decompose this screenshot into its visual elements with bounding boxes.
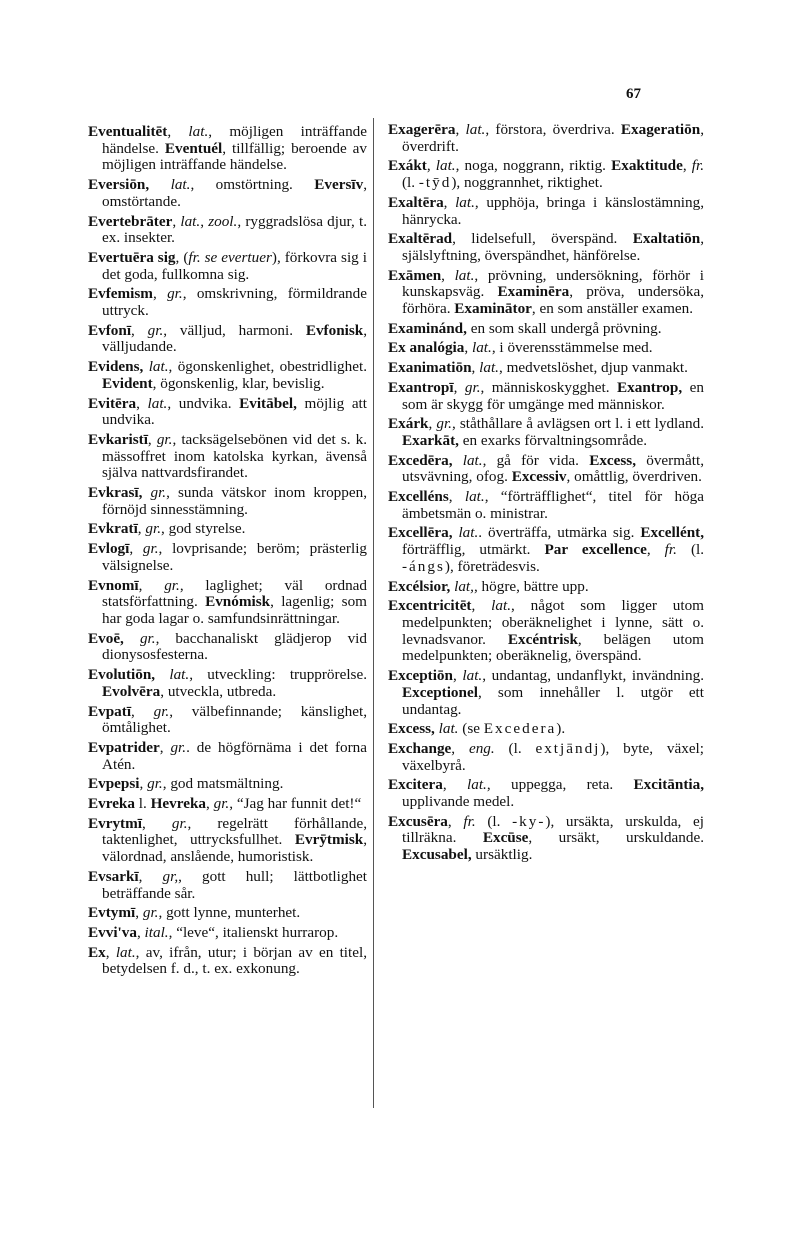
headword: Exaktitude <box>611 157 683 175</box>
dictionary-entry <box>388 741 704 774</box>
headword: Excusēra <box>388 812 448 830</box>
headword: Evnómisk <box>205 593 271 611</box>
definition-text: , förstora, överdriva. <box>485 121 621 138</box>
definition-text: , <box>172 212 181 230</box>
headword: Excellēra, <box>388 524 453 542</box>
abbreviation: lat. <box>170 176 191 194</box>
dictionary-entry <box>88 631 367 664</box>
right-column <box>388 122 704 867</box>
definition-text: , utveckla, utbreda. <box>160 682 277 700</box>
definition-text: möjlig att undvika. <box>102 394 367 429</box>
pronunciation: -tȳd <box>418 174 452 192</box>
pronunciation: Excedera <box>483 720 557 738</box>
headword: Excéntrisk <box>507 630 578 648</box>
headword: Ex <box>88 943 106 961</box>
definition-text: , bacchanaliskt glädjerop vid dionysosfesterna. <box>102 629 367 664</box>
dictionary-entry <box>388 453 704 486</box>
headword: Evkaristī <box>88 430 148 448</box>
definition-text: , <box>200 212 209 230</box>
headword: Evvi'va <box>88 923 137 941</box>
dictionary-entry <box>388 777 704 810</box>
headword: Evoē, <box>88 629 124 647</box>
dictionary-entry <box>388 380 704 413</box>
definition-text: , tillfällig; beroende av möjligen inträffande händelse. <box>102 139 368 174</box>
headword: Excelléns <box>388 488 449 506</box>
headword: Exāmen <box>388 266 442 284</box>
headword: Hevreka <box>150 795 207 813</box>
definition-text: , <box>139 775 148 793</box>
abbreviation: fr. <box>664 541 677 559</box>
definition-text: , välljud, harmoni. <box>163 321 306 339</box>
definition-text: , undvika. <box>167 394 240 412</box>
abbreviation: lat. <box>462 451 483 469</box>
definition-text: (l. <box>475 812 513 830</box>
definition-text: en som skall undergå prövning. <box>466 319 662 337</box>
definition-text: , <box>131 321 148 339</box>
definition-text: ), företrädesvis. <box>444 557 540 575</box>
abbreviation: lat. <box>465 121 486 138</box>
definition-text: , <box>131 702 154 720</box>
headword: Excess, <box>589 451 637 469</box>
abbreviation: lat. <box>438 720 459 738</box>
headword: Evrȳtmisk <box>294 831 364 849</box>
pronunciation: -ky- <box>512 812 546 830</box>
definition-text: , lidelsefull, överspänd. <box>452 230 633 248</box>
abbreviation: lat. <box>479 359 499 377</box>
headword: Evitēra <box>88 394 137 412</box>
dictionary-entry <box>88 432 367 482</box>
abbreviation: fr. se evertuer <box>188 248 272 266</box>
definition-text: en som är skygg för umgänge med människor. <box>402 378 704 413</box>
definition-text: , god matsmältning. <box>162 775 284 793</box>
definition-text: , ryggradslösa djur, t. ex. insekter. <box>102 212 368 247</box>
definition-text: , <box>136 923 145 941</box>
definition-text: , <box>137 520 146 538</box>
abbreviation: gr. <box>142 540 159 558</box>
definition-text: , omstörtande. <box>102 176 367 210</box>
headword: Exantrop, <box>617 378 683 396</box>
abbreviation: lat. <box>458 524 479 542</box>
definition-text: , <box>464 339 472 357</box>
definition-text: , av, ifrån, utur; i början av en titel, betydelsen f. d., t. ex. exkonung. <box>102 943 368 978</box>
definition-text: , prövning, undersökning, förhör i kunskapsväg. <box>402 266 704 301</box>
dictionary-entry <box>88 796 367 813</box>
headword: Evidens, <box>88 358 144 376</box>
definition-text: , <box>448 488 465 506</box>
definition-text: l. <box>134 795 151 813</box>
definition-text: , <box>142 814 172 832</box>
abbreviation: gr. <box>142 904 159 922</box>
definition-text: , gott lynne, munterhet. <box>158 904 301 922</box>
headword: Exaltatiōn <box>632 230 701 248</box>
headword: Exanimatiōn <box>388 359 472 377</box>
dictionary-entry <box>388 360 704 377</box>
abbreviation: gr. <box>170 738 187 756</box>
definition-text: , <box>135 904 143 922</box>
dictionary-entry <box>88 869 367 902</box>
dictionary-entry <box>88 578 367 628</box>
definition-text: , <box>206 795 214 813</box>
dictionary-entry <box>88 124 367 174</box>
dictionary-entry <box>388 195 704 228</box>
dictionary-entry <box>88 816 367 866</box>
headword: Evpepsi <box>88 775 140 793</box>
headword: Excess, <box>388 720 435 738</box>
dictionary-entry <box>88 250 367 283</box>
definition-text: , <box>451 739 469 757</box>
dictionary-entry <box>88 905 367 922</box>
definition-text: , <box>105 943 116 961</box>
definition-text: , <box>442 776 467 794</box>
abbreviation: gr. <box>150 484 167 502</box>
definition-text: , sunda vätskor inom kroppen, förnöjd sinnesstämning. <box>102 484 367 518</box>
dictionary-entry <box>88 214 367 247</box>
headword: Exageratiōn <box>620 121 701 138</box>
abbreviation: gr. <box>436 415 452 433</box>
definition-text: (l. <box>494 739 536 757</box>
abbreviation: gr. <box>164 576 180 594</box>
headword: Excedēra, <box>388 451 453 469</box>
definition-text: , <box>428 415 437 433</box>
dictionary-entry <box>88 704 367 737</box>
abbreviation: gr. <box>147 321 164 339</box>
headword: Exantropī <box>388 378 454 396</box>
headword: Excessiv <box>511 468 567 486</box>
definition-text: . överträffa, utmärka sig. <box>478 524 641 542</box>
abbreviation: lat. <box>462 667 483 685</box>
abbreviation: lat. <box>115 943 136 961</box>
headword: Evertuēra sig <box>88 248 176 266</box>
abbreviation: gr. <box>156 430 173 448</box>
headword: Excellént, <box>640 524 705 542</box>
definition-text <box>124 630 140 647</box>
definition-text: , gott hull; lättbotlighet beträffande sår. <box>102 867 368 902</box>
abbreviation: gr, <box>162 867 179 885</box>
dictionary-entry <box>388 525 704 575</box>
dictionary-entry <box>88 359 367 392</box>
definition-text: , människoskygghet. <box>480 378 618 396</box>
abbreviation: gr. <box>167 285 183 303</box>
definition-text: , själslyftning, överspändhet, hänförelse. <box>402 230 704 264</box>
definition-text: , <box>443 193 456 211</box>
definition-text: , <box>646 541 665 559</box>
definition-text: , omstörtning. <box>190 176 315 194</box>
headword: Excūse <box>482 829 529 847</box>
dictionary-entry <box>88 945 367 978</box>
definition-text: , en som anställer examen. <box>531 300 694 318</box>
page-number: 67 <box>626 86 641 102</box>
headword: Excélsior, <box>388 577 451 595</box>
definition-text: , god styrelse. <box>161 520 246 538</box>
definition-text: , <box>152 285 168 303</box>
definition-text: , <box>455 121 466 138</box>
headword: Evtymī <box>88 904 136 922</box>
abbreviation: eng. <box>468 739 495 757</box>
definition-text: , <box>452 667 463 685</box>
definition-text: upplivande medel. <box>402 793 515 811</box>
dictionary-entry <box>388 668 704 718</box>
headword: Evident <box>102 374 153 392</box>
abbreviation: zool. <box>208 212 238 230</box>
abbreviation: lat. <box>180 212 201 230</box>
headword: Exákt <box>388 157 427 175</box>
definition-text <box>453 452 463 469</box>
definition-text <box>149 176 170 193</box>
headword: Evnomī <box>88 576 139 594</box>
abbreviation: lat. <box>148 358 169 376</box>
abbreviation: gr. <box>213 795 230 813</box>
pronunciation: -ángs <box>402 557 445 575</box>
definition-text: (l. <box>402 174 419 192</box>
dictionary-entry <box>88 667 367 700</box>
headword: Exaltēra <box>388 193 444 211</box>
dictionary-entry <box>388 598 704 665</box>
dictionary-entry <box>388 489 704 522</box>
definition-text: en exarks förvaltningsområde. <box>458 431 648 449</box>
definition-text: , välordnad, anslående, humoristisk. <box>102 831 367 866</box>
dictionary-entry <box>388 416 704 449</box>
headword: Par excellence <box>544 541 647 559</box>
definition-text: ursäktlig. <box>471 846 533 864</box>
headword: Eventualitēt <box>88 123 168 140</box>
definition-text: , ståthållare å avlägsen ort l. i ett lydland. <box>451 415 705 433</box>
dictionary-entry <box>388 814 704 864</box>
definition-text: , möjligen inträffande händelse. <box>102 123 368 157</box>
dictionary-entry <box>388 579 704 596</box>
dictionary-entry <box>388 231 704 264</box>
definition-text: , undantag, undanflykt, invändning. <box>482 667 704 685</box>
headword: Evfemism <box>88 285 153 303</box>
headword: Evertebrāter <box>88 212 173 230</box>
headword: Evreka <box>88 795 135 813</box>
abbreviation: gr. <box>171 814 188 832</box>
definition-text: , ögonskenlighet, obestridlighet. <box>168 358 367 376</box>
abbreviation: lat. <box>169 666 190 684</box>
abbreviation: gr. <box>139 629 156 647</box>
dictionary-entry <box>388 321 704 338</box>
dictionary-entry <box>88 925 367 942</box>
definition-text: , upphöja, bringa i känslostämning, hänrycka. <box>402 193 704 228</box>
definition-text: , ( <box>175 248 189 266</box>
abbreviation: fr. <box>691 157 705 175</box>
headword: Ex analógia <box>388 339 465 357</box>
definition-text: , <box>426 157 436 175</box>
abbreviation: lat. <box>454 266 475 284</box>
column-divider <box>373 118 374 1108</box>
definition-text: , lagenlig; som har goda lagar o. samfundsinrättningar. <box>102 593 367 627</box>
definition-text: , gå för vida. <box>482 451 590 469</box>
headword: Eversīv <box>314 176 364 194</box>
dictionary-entry <box>88 541 367 574</box>
headword: Exagerēra <box>388 121 456 138</box>
definition-text: , omåttlig, överdriven. <box>566 468 702 486</box>
headword: Evkratī <box>88 520 138 538</box>
dictionary-entry <box>88 521 367 538</box>
definition-text: , <box>147 430 157 448</box>
headword: Exchange <box>388 739 452 757</box>
definition-text: , pröva, undersöka, förhöra. <box>402 283 704 318</box>
definition-text: , högre, bättre upp. <box>473 577 589 595</box>
definition-text: , något som ligger utom medelpunkten; oberäknelighet i lynne, sätt o. levnadsvanor. <box>402 597 704 648</box>
dictionary-entry <box>88 286 367 319</box>
definition-text: , <box>471 597 492 615</box>
headword: Evpatrider <box>88 738 160 756</box>
left-column <box>88 124 367 981</box>
definition-text: , noga, noggrann, riktig. <box>455 157 612 175</box>
definition-text: , <box>138 576 165 594</box>
headword: Evitābel, <box>239 394 297 412</box>
definition-text: , regelrätt förhållande, taktenlighet, uttrycksfullhet. <box>102 814 367 849</box>
pronunciation: extjāndj <box>535 739 601 757</box>
definition-text: , omskrivning, förmildrande uttryck. <box>102 285 367 320</box>
definition-text: ), ursäkta, urskulda, ej tillräkna. <box>402 812 704 847</box>
abbreviation: lat. <box>455 193 475 211</box>
headword: Evkrasī, <box>88 484 143 502</box>
abbreviation: lat. <box>471 339 492 357</box>
headword: Exceptiōn <box>388 667 453 685</box>
dictionary-entry <box>88 776 367 793</box>
abbreviation: lat, <box>454 577 474 595</box>
headword: Eventuél <box>164 139 223 157</box>
definition-text: , tacksägelsebönen vid det s. k. mässoffret inom katolska kyrkan, ävenså själva nattvardsfirandet. <box>102 430 368 482</box>
abbreviation: gr. <box>464 378 481 396</box>
abbreviation: lat. <box>491 597 512 615</box>
definition-text: ), byte, växel; växelbyrå. <box>402 739 704 774</box>
definition-text: , <box>447 812 464 830</box>
abbreviation: ital. <box>144 923 169 941</box>
dictionary-entry <box>88 177 367 210</box>
dictionary-entry <box>88 396 367 429</box>
definition-text: , utveckling: trupprörelse. <box>189 666 367 684</box>
definition-text: , ögonskenlig, klar, bevislig. <box>152 374 325 392</box>
dictionary-entry <box>88 740 367 773</box>
dictionary-entry <box>388 340 704 357</box>
definition-text: (l. <box>676 541 705 559</box>
abbreviation: lat. <box>188 123 209 140</box>
definition-text: , <box>159 738 171 756</box>
headword: Evsarkī <box>88 867 139 885</box>
definition-text: , <box>138 867 163 885</box>
abbreviation: lat. <box>147 394 168 412</box>
definition-text: , belägen utom medelpunkten; oberäknelig, överspänd. <box>402 630 704 665</box>
definition-text: förträfflig, utmärkt. <box>402 541 545 559</box>
definition-text: övermått, utsvävning, ofog. <box>402 451 704 486</box>
definition-text: , <box>441 266 455 284</box>
definition-text: , överdrift. <box>402 121 704 155</box>
headword: Exceptionel <box>402 683 478 701</box>
dictionary-entry <box>388 158 704 191</box>
definition-text: (se <box>458 720 484 738</box>
headword: Evpatī <box>88 702 132 720</box>
headword: Exaltērad <box>388 230 453 248</box>
abbreviation: fr. <box>463 812 476 830</box>
abbreviation: lat. <box>435 157 456 175</box>
definition-text: , <box>453 378 465 396</box>
definition-text <box>155 666 169 683</box>
headword: Evfonī <box>88 321 132 339</box>
definition-text: , ursäkt, urskuldande. <box>528 829 704 847</box>
headword: Excentricitēt <box>388 597 472 615</box>
headword: Evolvēra <box>102 682 161 700</box>
definition-text: , välbefinnande; känslighet, ömtålighet. <box>102 702 368 737</box>
definition-text: , lovprisande; beröm; prästerlig välsignelse. <box>102 540 368 574</box>
definition-text: , “Jag har funnit det!“ <box>229 795 362 813</box>
definition-text: , <box>682 157 692 175</box>
definition-text: , laglighet; väl ordnad statsförfattning. <box>102 576 367 611</box>
headword: Evfonisk <box>305 321 364 339</box>
definition-text: , <box>136 394 148 412</box>
headword: Evlogī <box>88 540 130 558</box>
abbreviation: lat. <box>464 488 485 506</box>
definition-text: , <box>129 540 143 558</box>
dictionary-entry <box>388 721 704 738</box>
definition-text: , <box>471 359 480 377</box>
definition-text: , uppegga, reta. <box>486 776 634 794</box>
headword: Examinánd, <box>388 319 467 337</box>
headword: Exarkāt, <box>402 431 459 449</box>
definition-text: , <box>167 123 189 140</box>
headword: Examinēra <box>497 283 570 301</box>
headword: Exárk <box>388 415 429 433</box>
dictionary-entry <box>88 323 367 356</box>
dictionary-entry <box>88 485 367 518</box>
abbreviation: gr. <box>145 520 162 538</box>
definition-text: ). <box>556 720 566 738</box>
definition-text: . de högförnäma i det forna Atén. <box>102 738 367 773</box>
dictionary-entry <box>388 268 704 318</box>
abbreviation: gr. <box>147 775 163 793</box>
definition-text: , som innehåller l. utgör ett undantag. <box>402 683 704 718</box>
definition-text: , “leve“, italienskt hurrarop. <box>168 923 339 941</box>
headword: Evolutiōn, <box>88 666 156 684</box>
abbreviation: lat. <box>467 776 487 794</box>
headword: Excitāntia, <box>633 776 704 794</box>
abbreviation: gr. <box>153 702 170 720</box>
headword: Examinātor <box>454 300 532 318</box>
headword: Excusabel, <box>402 846 472 864</box>
definition-text: , välljudande. <box>102 321 368 356</box>
definition-text: ), förkovra sig i det goda, fullkomna sig. <box>102 248 367 283</box>
definition-text: ), noggrannhet, riktighet. <box>451 174 603 192</box>
headword: Evrytmī <box>88 814 142 832</box>
headword: Eversiōn, <box>88 176 150 194</box>
definition-text: , “förträfflighet“, titel för höga ämbetsmän o. ministrar. <box>402 488 704 522</box>
dictionary-entry <box>388 122 704 155</box>
headword: Excitera <box>388 776 443 794</box>
definition-text: , i överensstämmelse med. <box>491 339 653 357</box>
definition-text: , medvetslöshet, djup vanmakt. <box>498 359 688 377</box>
